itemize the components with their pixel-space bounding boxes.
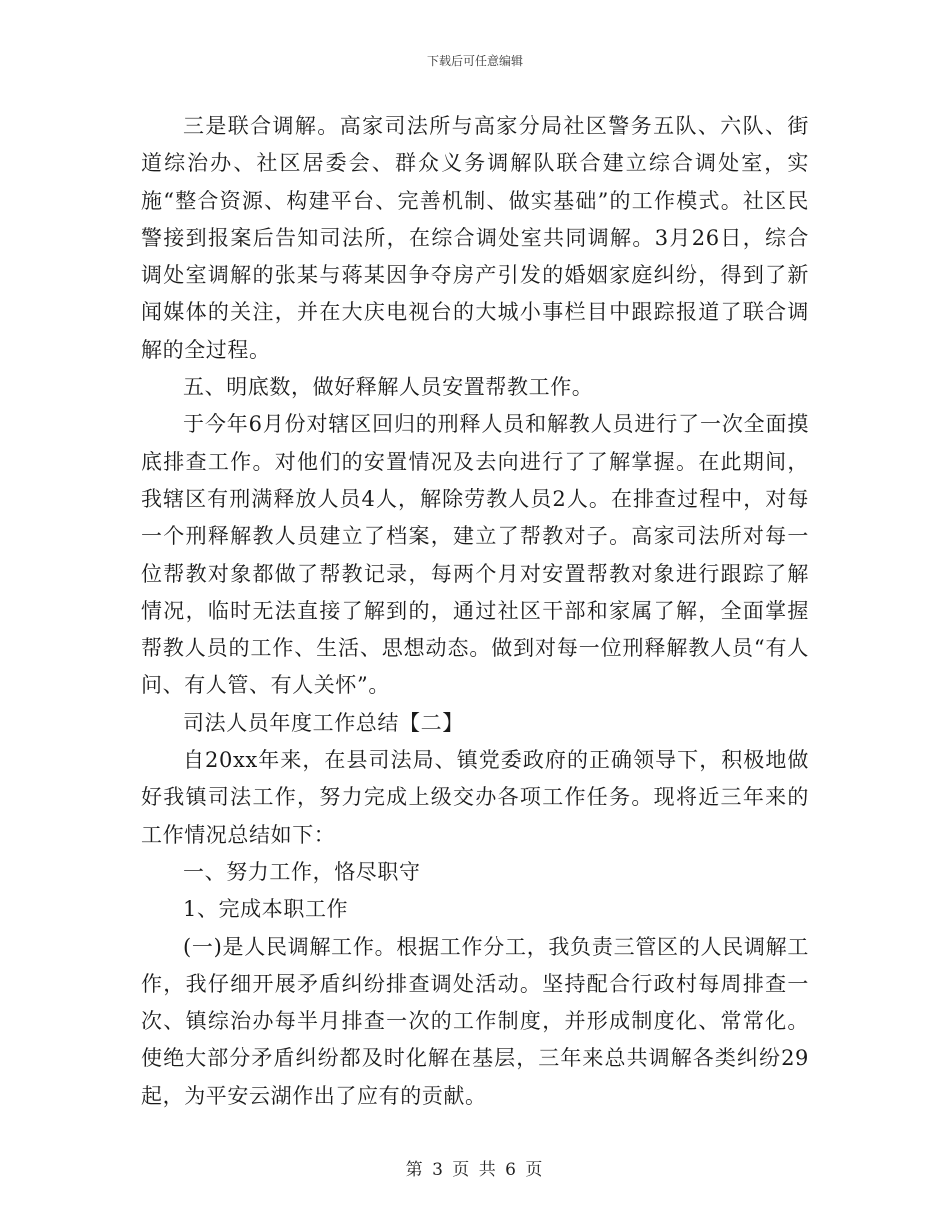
section-heading-one: 一、努力工作，恪尽职守 <box>183 859 421 884</box>
paragraph-intro: 自20xx年来，在县司法局、镇党委政府的正确领导下，积极地做好我镇司法工作，努力完成上级交办各项工作任务。现将近三年来的工作情况总结如下： <box>141 748 809 847</box>
subsection-heading-one: 1、完成本职工作 <box>183 897 349 922</box>
paragraph-joint-mediation: 三是联合调解。高家司法所与高家分局社区警务五队、六队、街道综治办、社区居委会、群众义务调解队联合建立综合调处室，实施“整合资源、构建平台、完善机制、做实基础”的工作模式。社区民警接到报案后告知司法所，在综合调处室共同调解。3月26日，综合调处室调解的张某与蒋某因争夺房产引发的婚姻家庭纠纷，得到了新闻媒体的关注，并在大庆电视台的大城小事栏目中跟踪报道了联合调解的全过程。 <box>141 114 809 362</box>
document-body <box>141 108 809 1115</box>
paragraph-release-investigation: 于今年6月份对辖区回归的刑释人员和解教人员进行了一次全面摸底排查工作。对他们的安置情况及去向进行了了解掌握。在此期间，我辖区有刑满释放人员4人，解除劳教人员2人。在排查过程中，对每一个刑释解教人员建立了档案，建立了帮教对子。高家司法所对每一位帮教对象都做了帮教记录，每两个月对安置帮教对象进行跟踪了解情况，临时无法直接了解到的，通过社区干部和家属了解，全面掌握帮教人员的工作、生活、思想动态。做到对每一位刑释解教人员“有人问、有人管、有人关怀”。 <box>141 412 809 698</box>
page-header: 下载后可任意编辑 <box>426 54 523 68</box>
page-number: 第 3 页 共 6 页 <box>405 1160 545 1180</box>
section-heading-five: 五、明底数，做好释解人员安置帮教工作。 <box>183 375 594 400</box>
paragraph-people-mediation: (一)是人民调解工作。根据工作分工，我负责三管区的人民调解工作，我仔细开展矛盾纠纷排查调处活动。坚持配合行政村每周排查一次、镇综治办每半月排查一次的工作制度，并形成制度化、常常化。使绝大部分矛盾纠纷都及时化解在基层，三年来总共调解各类纠纷29起，为平安云湖作出了应有的贡献。 <box>141 934 809 1108</box>
document-subtitle: 司法人员年度工作总结【二】 <box>183 710 464 735</box>
